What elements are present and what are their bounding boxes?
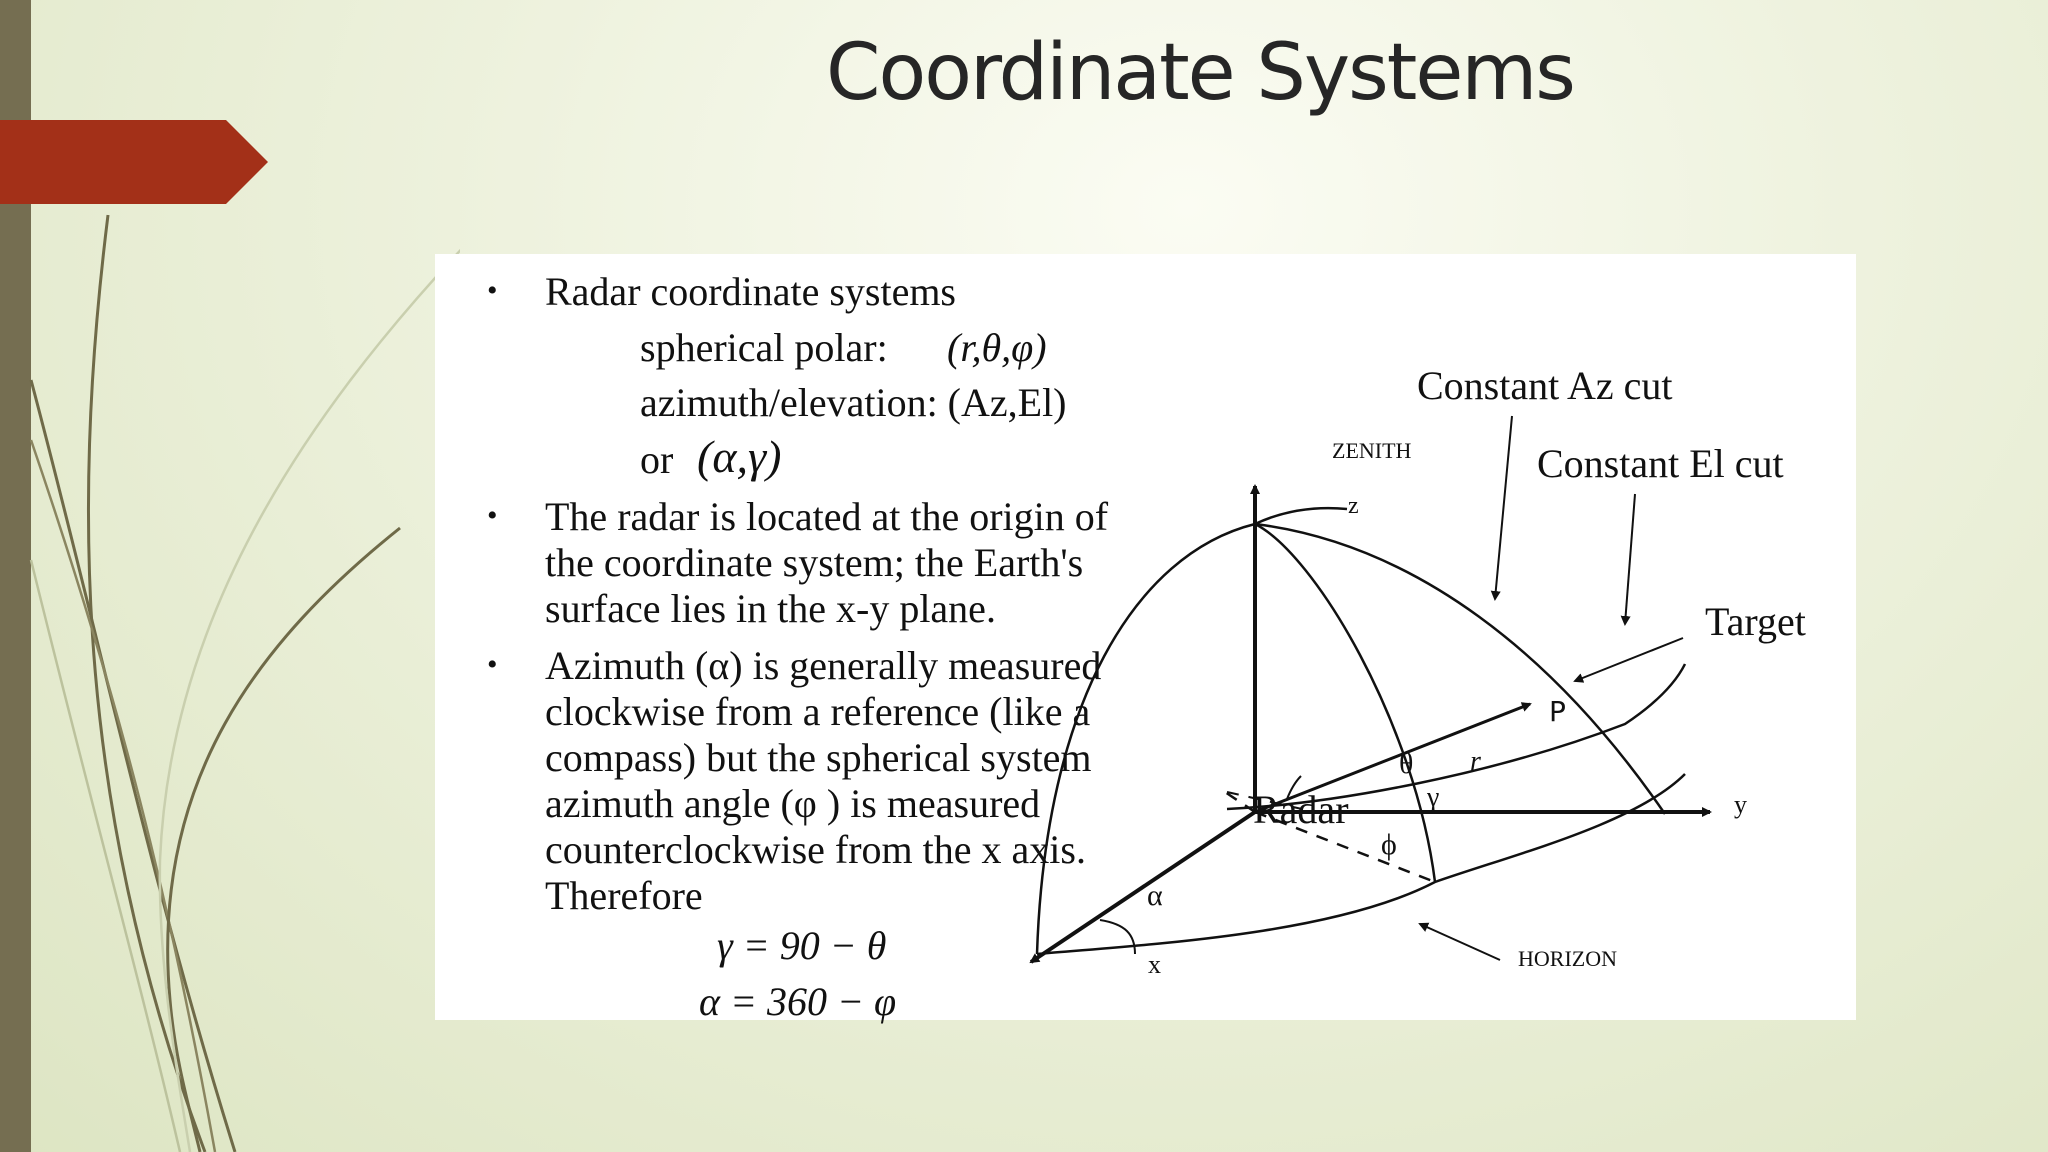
bullet3-line: Azimuth (α) is generally measured: [545, 643, 1102, 688]
gamma-label: γ: [1427, 782, 1440, 813]
bullet2-line: The radar is located at the origin of: [545, 494, 1109, 539]
constant-az-cut-label: Constant Az cut: [1417, 363, 1673, 408]
bullet3-line: Therefore: [545, 873, 703, 918]
horizon-label: HORIZON: [1518, 946, 1617, 971]
alpha-label: α: [1147, 879, 1163, 912]
accent-arrow-tab: [0, 0, 270, 210]
bullet2-line: surface lies in the x-y plane.: [545, 586, 996, 631]
slide-title: Coordinate Systems: [826, 28, 1574, 118]
or-label: or: [640, 437, 674, 482]
azimuth-elevation-line: azimuth/elevation: (Az,El): [640, 380, 1067, 425]
content-panel: [435, 254, 1856, 1024]
bullet-dot: •: [487, 499, 498, 532]
y-axis-label: y: [1734, 790, 1747, 819]
point-p-label: P: [1549, 695, 1566, 728]
equation-alpha: α = 360 − φ: [699, 979, 897, 1024]
radar-label: Radar: [1253, 787, 1349, 832]
alpha-gamma-math: (α,γ): [697, 431, 782, 482]
equation-gamma: γ = 90 − θ: [717, 923, 887, 968]
bullet-dot: •: [487, 648, 498, 681]
spherical-polar-math: (r,θ,φ): [947, 325, 1047, 370]
bullet2-line: the coordinate system; the Earth's: [545, 540, 1084, 585]
bullet3-line: counterclockwise from the x axis.: [545, 827, 1086, 872]
target-label: Target: [1705, 599, 1806, 644]
theta-label: θ: [1399, 747, 1414, 780]
r-label: r: [1470, 746, 1481, 777]
bullet3-line: clockwise from a reference (like a: [545, 689, 1091, 734]
bullet-dot: •: [487, 274, 498, 307]
z-axis-label: z: [1348, 493, 1359, 519]
spherical-polar-label: spherical polar:: [640, 325, 888, 370]
constant-el-cut-label: Constant El cut: [1537, 441, 1784, 486]
zenith-label: ZENITH: [1332, 438, 1412, 463]
x-axis-label: x: [1148, 950, 1161, 979]
bullet3-line: compass) but the spherical system: [545, 735, 1092, 780]
bullet3-line: azimuth angle (φ ) is measured: [545, 781, 1041, 826]
phi-label: ϕ: [1381, 828, 1397, 861]
bullet1-heading: Radar coordinate systems: [545, 269, 956, 314]
